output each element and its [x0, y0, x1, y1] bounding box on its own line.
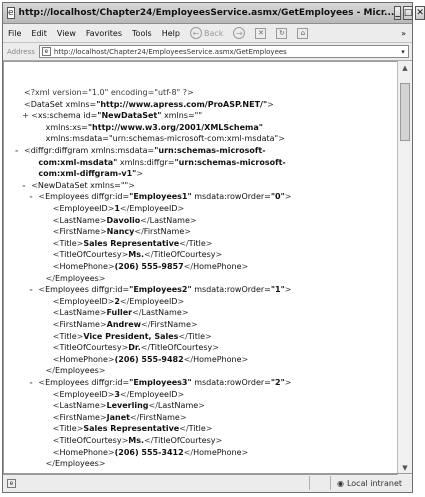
- xml-punctuation: >: [107, 389, 115, 399]
- xml-line: [53, 250, 222, 259]
- xml-line: [29, 378, 292, 387]
- xml-line: [29, 285, 292, 295]
- xml-punctuation: >: [189, 215, 197, 225]
- xml-tag-name: Employees: [55, 459, 99, 469]
- xml-tag-name: Title: [188, 238, 206, 248]
- xml-punctuation: >: [76, 331, 84, 341]
- xml-punctuation: <: [52, 343, 60, 353]
- xml-punctuation: </: [183, 354, 194, 364]
- ie-logo-icon: e: [8, 8, 14, 18]
- xml-tag-name: Title: [187, 331, 205, 341]
- collapse-toggle[interactable]: -: [29, 378, 33, 387]
- xml-line: [15, 146, 266, 155]
- xml-attribute-value: "Employees2": [129, 285, 192, 295]
- xml-punctuation: </: [179, 424, 189, 434]
- xml-punctuation: >: [98, 273, 106, 283]
- collapse-toggle[interactable]: -: [29, 192, 33, 202]
- menu-file[interactable]: File: [8, 28, 22, 38]
- address-url: http://localhost/Chapter24/EmployeesService.asmx/GetEmployees: [53, 47, 287, 56]
- xml-punctuation: <: [52, 331, 60, 341]
- xml-line: [24, 100, 274, 109]
- xml-punctuation: >: [284, 378, 292, 387]
- xml-attribute: msdata:rowOrder=: [191, 192, 271, 202]
- xml-attribute: xmlns="": [87, 180, 129, 190]
- maximize-button[interactable]: □: [403, 8, 413, 18]
- xml-tag-name: Employees: [45, 378, 89, 387]
- xml-line: [38, 158, 285, 167]
- xml-attribute: diffgr:id=: [88, 192, 130, 202]
- xml-attribute: msdata:rowOrder=: [191, 285, 271, 295]
- xml-attribute: xmlns:xs=: [45, 122, 88, 132]
- xml-punctuation: >: [284, 285, 292, 295]
- xml-punctuation: >: [98, 459, 106, 469]
- xml-attribute: xmlns:msdata="urn:schemas-microsoft-com:xml-msdata": [45, 134, 279, 144]
- xml-punctuation: >: [241, 354, 249, 364]
- xml-punctuation: <: [52, 215, 60, 225]
- xml-text-value: (206) 555-9857: [114, 262, 184, 271]
- xml-attribute-value: "0": [270, 192, 285, 202]
- xml-text-value: Dr.: [128, 343, 141, 353]
- xml-punctuation: >: [184, 227, 191, 237]
- menu-bar: [3, 24, 412, 43]
- xml-attribute: xmlns:msdata=: [88, 146, 155, 155]
- xml-tag-name: FirstName: [150, 320, 191, 329]
- xml-punctuation: >: [241, 262, 249, 271]
- xml-punctuation: <: [52, 308, 60, 318]
- xml-punctuation: <: [52, 354, 60, 364]
- xml-attribute-value: "urn:schemas-microsoft-: [174, 157, 286, 167]
- xml-line: [46, 134, 285, 143]
- xml-text-value: 2: [114, 296, 120, 306]
- browser-window: [2, 2, 424, 493]
- xml-punctuation: </: [119, 204, 130, 213]
- xml-line: [53, 239, 213, 248]
- xml-tag-name: HomePhone: [59, 262, 108, 271]
- xml-punctuation: >: [278, 134, 285, 144]
- xml-punctuation: >: [267, 99, 274, 109]
- xml-punctuation: <: [52, 204, 60, 213]
- xml-line: [46, 123, 263, 132]
- menu-favorites[interactable]: Favorites: [85, 28, 123, 38]
- status-segment: [310, 476, 331, 490]
- xml-attribute-value: com:xml-diffgram-v1": [38, 169, 137, 179]
- xml-attribute: msdata:rowOrder=: [191, 378, 271, 387]
- xml-tag-name: LastName: [149, 215, 190, 225]
- xml-text-value: Andrew: [106, 320, 142, 329]
- xml-punctuation: </: [119, 296, 130, 306]
- xml-tag-name: HomePhone: [59, 447, 108, 457]
- xml-punctuation: <: [52, 412, 60, 422]
- xml-attribute: id=: [80, 111, 98, 121]
- xml-punctuation: >: [177, 204, 185, 213]
- xml-punctuation: >: [107, 262, 115, 271]
- xml-punctuation: >: [99, 227, 107, 237]
- xml-attribute-value: "2": [270, 378, 285, 387]
- xml-tag-name: LastName: [141, 308, 182, 318]
- xml-punctuation: </: [183, 262, 194, 271]
- xml-punctuation: >: [179, 412, 187, 422]
- xml-tag-name: EmployeeID: [59, 296, 108, 306]
- xml-punctuation: >: [181, 308, 189, 318]
- xml-punctuation: <: [52, 447, 60, 457]
- xml-punctuation: >: [205, 238, 213, 248]
- xml-punctuation: <: [31, 111, 38, 121]
- xml-punctuation: >: [107, 204, 115, 213]
- xml-attribute: xmlns:diffgr=: [117, 157, 175, 167]
- xml-line: [53, 308, 189, 317]
- xml-punctuation: </: [144, 250, 154, 260]
- xml-line: [53, 401, 205, 410]
- xml-line: [29, 192, 292, 202]
- xml-punctuation: >: [212, 343, 219, 353]
- xml-punctuation: >: [205, 424, 213, 434]
- xml-punctuation: </: [45, 459, 55, 469]
- xml-attribute-value: "1": [270, 285, 285, 295]
- xml-punctuation: >: [205, 331, 212, 341]
- xml-punctuation: <: [52, 250, 60, 260]
- scroll-thumb[interactable]: [400, 83, 410, 141]
- xml-punctuation: >: [177, 389, 185, 399]
- xml-punctuation: >: [107, 447, 115, 457]
- xml-tag-name: TitleOfCourtesy: [153, 250, 216, 260]
- xml-attribute: xmlns="": [161, 111, 203, 121]
- xml-line: [24, 88, 194, 97]
- xml-tag-name: FirstName: [139, 412, 180, 422]
- status-zone: Local intranet: [346, 478, 402, 488]
- xml-attribute-value: "http://www.w3.org/2001/XMLSchema": [87, 122, 263, 132]
- xml-line: [22, 111, 203, 121]
- xml-tag-name: TitleOfCourtesy: [59, 343, 122, 353]
- xml-text-value: Leverling: [106, 401, 149, 411]
- xml-punctuation: </: [45, 273, 55, 283]
- xml-punctuation: </: [134, 227, 144, 237]
- xml-line: [53, 216, 197, 225]
- menu-help[interactable]: Help: [161, 28, 180, 38]
- xml-line: [53, 355, 248, 364]
- stop-icon[interactable]: ✕: [255, 28, 266, 39]
- xml-punctuation: >: [177, 296, 185, 306]
- home-icon[interactable]: ⌂: [297, 28, 308, 39]
- xml-tag-name: Employees: [55, 366, 99, 376]
- page-icon: e: [42, 47, 51, 56]
- address-dropdown-icon[interactable]: ▾: [401, 47, 405, 56]
- xml-tag-name: FirstName: [59, 227, 100, 237]
- address-label: Address: [7, 47, 35, 56]
- xml-attribute-value: "Employees1": [129, 192, 192, 202]
- xml-line: [46, 366, 106, 375]
- xml-tag-name: LastName: [59, 401, 100, 411]
- xml-punctuation: </: [140, 215, 150, 225]
- xml-punctuation: <: [52, 238, 60, 248]
- xml-tag-name: EmployeeID: [129, 389, 178, 399]
- xml-attribute-value: "Employees3": [129, 378, 192, 387]
- xml-tag-name: diffgr:diffgram: [30, 146, 89, 155]
- menu-edit[interactable]: Edit: [31, 28, 47, 38]
- xml-line: [53, 262, 248, 271]
- xml-tag-name: FirstName: [143, 227, 185, 237]
- xml-punctuation: <: [52, 262, 60, 271]
- address-bar: [3, 43, 412, 61]
- xml-content[interactable]: [3, 61, 399, 475]
- xml-punctuation: >: [241, 447, 249, 457]
- xml-punctuation: >: [198, 401, 205, 411]
- xml-line: [53, 424, 213, 433]
- xml-tag-name: LastName: [59, 215, 100, 225]
- xml-attribute: xmlns=: [62, 99, 97, 109]
- xml-punctuation: >: [190, 320, 198, 329]
- xml-line: [46, 274, 106, 283]
- xml-punctuation: <: [38, 378, 46, 387]
- xml-line: [53, 227, 191, 236]
- xml-attribute-value: "http://www.apress.com/ProASP.NET/": [96, 99, 268, 109]
- menu-view[interactable]: View: [56, 28, 76, 38]
- xml-text-value: (206) 555-9482: [114, 354, 184, 364]
- xml-text-value: Janet: [106, 412, 130, 422]
- xml-text-value: Fuller: [106, 308, 133, 318]
- xml-punctuation: >: [121, 250, 129, 260]
- xml-text-value: Ms.: [128, 250, 145, 260]
- xml-tag-name: xs:schema: [37, 111, 81, 121]
- xml-tag-name: LastName: [59, 308, 100, 318]
- back-button[interactable]: [190, 27, 223, 39]
- xml-tag-name: TitleOfCourtesy: [59, 250, 122, 260]
- minimize-button[interactable]: _: [395, 8, 400, 18]
- xml-line: [53, 204, 184, 213]
- xml-punctuation: >: [99, 215, 107, 225]
- xml-line: [53, 436, 222, 445]
- xml-punctuation: <: [38, 192, 46, 202]
- xml-punctuation: <: [38, 285, 46, 295]
- xml-tag-name: FirstName: [59, 320, 100, 329]
- vertical-scrollbar[interactable]: [397, 61, 412, 475]
- xml-line: [53, 390, 184, 399]
- xml-tag-name: EmployeeID: [59, 204, 108, 213]
- xml-punctuation: >: [215, 250, 223, 260]
- xml-tag-name: Employees: [45, 192, 89, 202]
- scroll-up-icon[interactable]: ▲: [402, 64, 408, 72]
- xml-punctuation: <: [52, 424, 60, 434]
- xml-tag-name: LastName: [157, 401, 199, 411]
- xml-punctuation: >: [121, 343, 129, 353]
- xml-attribute: diffgr:id=: [88, 378, 130, 387]
- xml-punctuation: >: [284, 192, 292, 202]
- xml-line: [53, 448, 248, 457]
- xml-line: [22, 180, 135, 190]
- xml-tag-name: HomePhone: [193, 262, 242, 271]
- xml-text-value: Vice President, Sales: [83, 331, 179, 341]
- close-button[interactable]: ✕: [416, 8, 424, 18]
- expand-toggle[interactable]: +: [22, 111, 29, 121]
- xml-punctuation: </: [119, 389, 130, 399]
- xml-text-value: Sales Representative: [83, 238, 180, 248]
- xml-punctuation: </: [144, 436, 154, 445]
- xml-punctuation: </: [141, 320, 151, 329]
- xml-punctuation: </: [140, 343, 151, 353]
- back-arrow-icon: ←: [190, 27, 202, 39]
- menu-tools[interactable]: Tools: [132, 28, 152, 38]
- scroll-down-icon[interactable]: ▼: [402, 464, 408, 472]
- xml-text-value: 3: [114, 389, 120, 399]
- xml-line: [38, 169, 143, 178]
- xml-punctuation: </: [148, 401, 158, 411]
- xml-tag-name: Employees: [45, 285, 89, 295]
- xml-punctuation: <: [52, 227, 60, 237]
- xml-punctuation: >: [76, 238, 84, 248]
- xml-tag-name: EmployeeID: [59, 389, 108, 399]
- xml-punctuation: <: [52, 401, 60, 411]
- xml-line: [53, 332, 212, 341]
- xml-punctuation: <: [52, 436, 60, 445]
- xml-punctuation: >: [99, 412, 107, 422]
- xml-text-value: Ms.: [128, 436, 145, 445]
- xml-punctuation: <: [24, 99, 31, 109]
- xml-text-value: Nancy: [106, 227, 135, 237]
- status-bar: [3, 473, 412, 492]
- xml-punctuation: >: [128, 180, 135, 190]
- xml-attribute-value: com:xml-msdata": [38, 157, 118, 167]
- xml-attribute-value: "NewDataSet": [97, 111, 162, 121]
- intranet-icon: ◉: [336, 478, 344, 488]
- xml-punctuation: </: [132, 308, 142, 318]
- xml-punctuation: </: [183, 447, 194, 457]
- done-page-icon: e: [7, 479, 16, 488]
- xml-tag-name: Title: [59, 331, 77, 341]
- xml-line: [53, 320, 198, 329]
- xml-punctuation: >: [99, 320, 107, 329]
- xml-punctuation: </: [45, 366, 55, 376]
- collapse-toggle[interactable]: -: [22, 180, 26, 190]
- window-title: http://localhost/Chapter24/EmployeesService.asmx/GetEmployees - Micr...: [18, 8, 395, 18]
- xml-punctuation: <?xml version="1.0" encoding="utf-8" ?>: [24, 88, 194, 97]
- xml-punctuation: </: [179, 238, 189, 248]
- forward-arrow-icon[interactable]: →: [233, 27, 245, 39]
- xml-tag-name: EmployeeID: [129, 296, 178, 306]
- xml-punctuation: </: [129, 412, 140, 422]
- xml-attribute: diffgr:id=: [88, 285, 130, 295]
- xml-tag-name: Title: [59, 238, 77, 248]
- xml-tag-name: TitleOfCourtesy: [59, 436, 122, 445]
- xml-text-value: Sales Representative: [83, 424, 180, 434]
- xml-punctuation: >: [136, 169, 144, 179]
- xml-punctuation: <: [52, 296, 60, 306]
- xml-punctuation: >: [107, 296, 115, 306]
- title-bar[interactable]: [3, 3, 424, 24]
- xml-punctuation: >: [98, 366, 106, 376]
- xml-tag-name: TitleOfCourtesy: [150, 343, 213, 353]
- xml-punctuation: <: [52, 320, 60, 329]
- chevron-more-icon[interactable]: »: [401, 28, 406, 38]
- xml-punctuation: >: [121, 436, 129, 445]
- collapse-toggle[interactable]: -: [29, 285, 33, 295]
- xml-punctuation: <: [24, 146, 31, 155]
- xml-line: [46, 459, 106, 468]
- xml-line: [53, 343, 219, 352]
- address-input[interactable]: [39, 45, 409, 58]
- xml-punctuation: <: [52, 389, 60, 399]
- xml-tag-name: HomePhone: [193, 354, 242, 364]
- xml-tag-name: HomePhone: [193, 447, 242, 457]
- xml-text-value: Davolio: [106, 215, 141, 225]
- xml-punctuation: >: [99, 308, 107, 318]
- xml-line: [53, 297, 184, 306]
- xml-tag-name: NewDataSet: [37, 180, 88, 190]
- xml-punctuation: </: [178, 331, 188, 341]
- xml-tag-name: DataSet: [30, 99, 63, 109]
- collapse-toggle[interactable]: -: [15, 146, 19, 155]
- xml-tag-name: EmployeeID: [129, 204, 178, 213]
- xml-text-value: (206) 555-3412: [114, 447, 184, 457]
- xml-punctuation: >: [107, 354, 115, 364]
- xml-tag-name: Title: [188, 424, 206, 434]
- xml-punctuation: >: [76, 424, 84, 434]
- status-segment: [289, 476, 310, 490]
- xml-punctuation: <: [31, 180, 38, 190]
- refresh-icon[interactable]: ↻: [276, 28, 287, 39]
- xml-tag-name: Employees: [55, 273, 99, 283]
- xml-punctuation: >: [215, 436, 223, 445]
- xml-tag-name: FirstName: [59, 412, 100, 422]
- xml-tag-name: HomePhone: [59, 354, 108, 364]
- xml-text-value: 1: [114, 204, 120, 213]
- xml-tag-name: TitleOfCourtesy: [153, 436, 216, 445]
- xml-punctuation: >: [99, 401, 107, 411]
- xml-tag-name: Title: [59, 424, 77, 434]
- xml-attribute-value: "urn:schemas-microsoft-: [154, 146, 266, 155]
- xml-line: [53, 413, 187, 422]
- back-button-label: Back: [203, 28, 224, 38]
